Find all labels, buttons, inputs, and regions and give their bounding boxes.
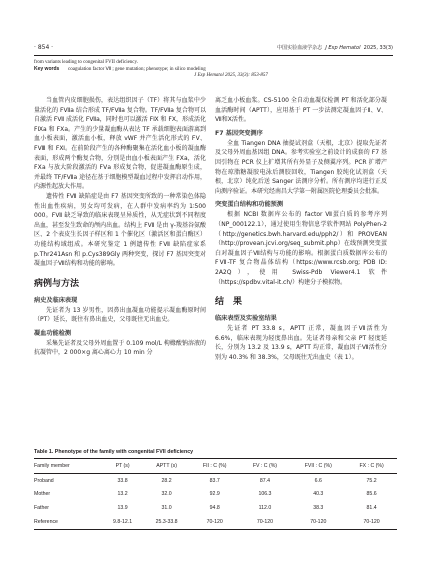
table-cell: 94.8: [209, 505, 220, 512]
header-rule: [34, 55, 393, 56]
results-heading: 结 果: [215, 297, 243, 308]
table-cell: 70-120: [206, 519, 223, 526]
left-column: [34, 96, 206, 358]
table-cell: Father: [34, 505, 49, 512]
clinical-paragraph: 先证者 PT 33.8 s，APTT 正常，凝血因子Ⅶ活性为 6.6%，临床表现为轻度鼻出血。先证者母亲和父亲 PT 轻度延长，分别为 13.2 及 13.9 s，APTT 均正常，凝血因子Ⅶ活性分别为 40.3% 和 38.3%，父母既往无出血史（表 1）。: [215, 325, 387, 361]
case-history-heading: 病史及临床表现: [34, 296, 78, 304]
table-cell: 32.0: [161, 491, 172, 498]
table-cell: 70-120: [256, 519, 274, 526]
table-header: Family member: [34, 462, 70, 469]
intro-paragraph-2: 遗传性 FⅦ 缺陷症是由 F7 基因突变所致的一种常染色体隐性出血性疾病，男女均可发病，在人群中发病率约为 1∶500 000。FⅦ 缺乏导致的临床表现呈异质性，从无症状到不同程度出血，甚至发生致命的颅内出血。结构上 FⅦ 是由 γ-羧基谷氨酸区、2 个表皮生长因子样区和 1 个催化区（激活区和蛋白酶区）功能结构域组成。本研究鉴定 1 例遗传性 FⅦ 缺陷症家系 p.Thr241Asn 和 p.Cys389Gly 两种突变，探讨 F7 基因突变对凝血因子Ⅶ结构和功能的影响。: [34, 192, 206, 268]
coag-test-paragraph: 采集先证者及父母外周血置于 0.109 mol/L 枸橼酸钠溶液的抗凝管中，2 000×g 离心离心力 10 min 分: [34, 339, 206, 357]
table-header: FV : C (%): [252, 462, 278, 469]
table-caption: Table 1. Phenotype of the family with congenital FVII deficiency: [34, 449, 194, 455]
table-cell: 85.6: [366, 491, 377, 498]
table-header: PT (s): [115, 462, 130, 469]
table-cell: 92.9: [209, 491, 220, 498]
keywords: [34, 66, 206, 73]
table-header: FII : C (%): [202, 462, 227, 469]
table-cell: 70-120: [310, 519, 327, 526]
table-cell: 40.3: [313, 491, 324, 498]
table-cell: 28.2: [161, 477, 172, 484]
table-cell: 112.0: [258, 505, 272, 512]
abstract-tail: from variants leading to congenital FVII deficiency.: [34, 60, 138, 65]
table-cell: 106.3: [258, 491, 272, 498]
table-cell: 81.4: [366, 505, 377, 512]
table-cell: 87.4: [259, 477, 270, 484]
table-cell: 13.2: [117, 491, 128, 498]
table-cell: 38.3: [313, 505, 324, 512]
table-header: FX : C (%): [359, 462, 384, 469]
table-cell: 33.8: [117, 477, 128, 484]
table-cell: Proband: [34, 477, 54, 484]
journal-name-en: J Exp Hematol: [325, 45, 361, 51]
right-column: [215, 96, 387, 362]
table-cell: 9.8-12.1: [113, 519, 133, 526]
table-cell: 70-120: [363, 519, 380, 526]
table-cell: 13.9: [117, 505, 128, 512]
table-cell: 25.3-33.8: [155, 519, 178, 526]
table-cell: Mother: [34, 491, 51, 498]
structure-heading: 突变蛋白结构和功能预测: [215, 201, 284, 209]
sequencing-heading: F7 基因突变测序: [215, 129, 263, 137]
table-cell: Reference: [34, 519, 58, 526]
journal-volume: 2025, 33(3): [363, 45, 393, 51]
journal-name-zh: 中国实验血液学杂志: [277, 45, 323, 51]
table-cell: 31.0: [161, 505, 172, 512]
table-header-row: [34, 459, 397, 474]
table-header: APTT (s): [156, 462, 177, 469]
page-number: · 854 ·: [34, 44, 54, 51]
intro-paragraph-1: 当血管内皮细胞损伤，表达组织因子（TF）将其与血浆中少量活化的 FⅦa 结合形成 TF/FⅦa 复合物。TF/FⅦa 复合物可以自激活 FⅦ 成活化 FⅦa，同时也可以激活 FⅨ 和 FⅩ，形成活化 FⅨa 和 FⅩa。产生的少量凝血酶从表达 TF 承载细胞表面游离到血小板表面，激活血小板，释放 vWF 并产生活化形式的 FⅤ、FⅧ 和 FⅪ。在前阶段产生的各种酶聚集在活化血小板的凝血酶表面，形成两个酶复合物，分别是由血小板表面产生 FⅩa，活化 FⅩa 与放大阶段激活的 FⅤa 形成复合物，促进凝血酶原生成，并最终 TF/FⅦa 途径在基于细胞模型凝血过程中发挥启动作用，内源性起放大作用。: [34, 97, 206, 191]
running-header: [277, 44, 393, 51]
table-row: [34, 488, 397, 502]
sequencing-paragraph: 全血 Tiangen DNA 抽提试剂盒（天根，北京）提取先证者及父母外周血基因组 DNA。参考实验室之前设计的成套的 F7 基因引物在 PCR 仪上扩增其所有外显子及侧翼序列。PCR 扩增产物在琼脂糖凝胶电泳后测胶回收，Tiangen 胶纯化试剂盒（天根，北京）纯化后送 Sanger 法测序分析。所有测序均进行正反向测序验证。本研究经南昌大学第一附属医院伦理委员会批准。: [215, 139, 387, 195]
phenotype-table: [34, 458, 397, 530]
table-cell: 6.6: [314, 477, 322, 484]
citation: J Exp Hematol 2025, 33(3): 853-857: [194, 73, 268, 78]
coag-test-heading: 凝血功能检测: [34, 329, 72, 337]
structure-paragraph: 根据 NCBI 数据库公布的 factor Ⅶ蛋白质的参考序列（NP_000122.1），通过使用生物信息学软件网站 PolyPhen-2（http://genetics.bwh.harvard.edu/pph2/）和 PROVEAN（http://provean.jcvi.org/seq_submit.php）在线预测突变蛋白对凝血因子Ⅶ结构与功能的影响。根据蛋白质数据库公布的 FⅦ-TF 复合物晶体结构（https://www.rcsb.org; PDB ID: 2A2Q），使用 Swiss-Pdb Viewer4.1 软件（https://spdbv.vital-it.ch/）构建分子模拟物。: [215, 211, 387, 286]
methods-heading: 病例与方法: [34, 278, 80, 289]
case-history-paragraph: 先证者为 13 岁男性，因鼻出血凝血功能提示凝血酶原时间（PT）延长，既往有鼻出血史，父母既往无出血史。: [34, 306, 206, 324]
table-row: [34, 473, 397, 487]
clinical-heading: 临床表型及实验室结果: [215, 315, 277, 323]
coag-test-continued: 离乏血小板血浆。CS-5100 全自动血凝仪检测 PT 和活化部分凝血活酶时间（APTT），应用基于 PT 一步法测定凝血因子Ⅱ、Ⅴ、Ⅶ和Ⅹ活性。: [215, 97, 387, 124]
table-row: [34, 515, 397, 529]
table-row: [34, 501, 397, 515]
table-header: FVII : C (%): [304, 462, 332, 469]
table-cell: 75.2: [366, 477, 377, 484]
table-cell: 83.7: [209, 477, 220, 484]
keywords-text: coagulation factor Ⅶ ; gene mutation; phenotype; in silico modeling: [68, 67, 206, 72]
keywords-label: Key words: [34, 66, 60, 72]
